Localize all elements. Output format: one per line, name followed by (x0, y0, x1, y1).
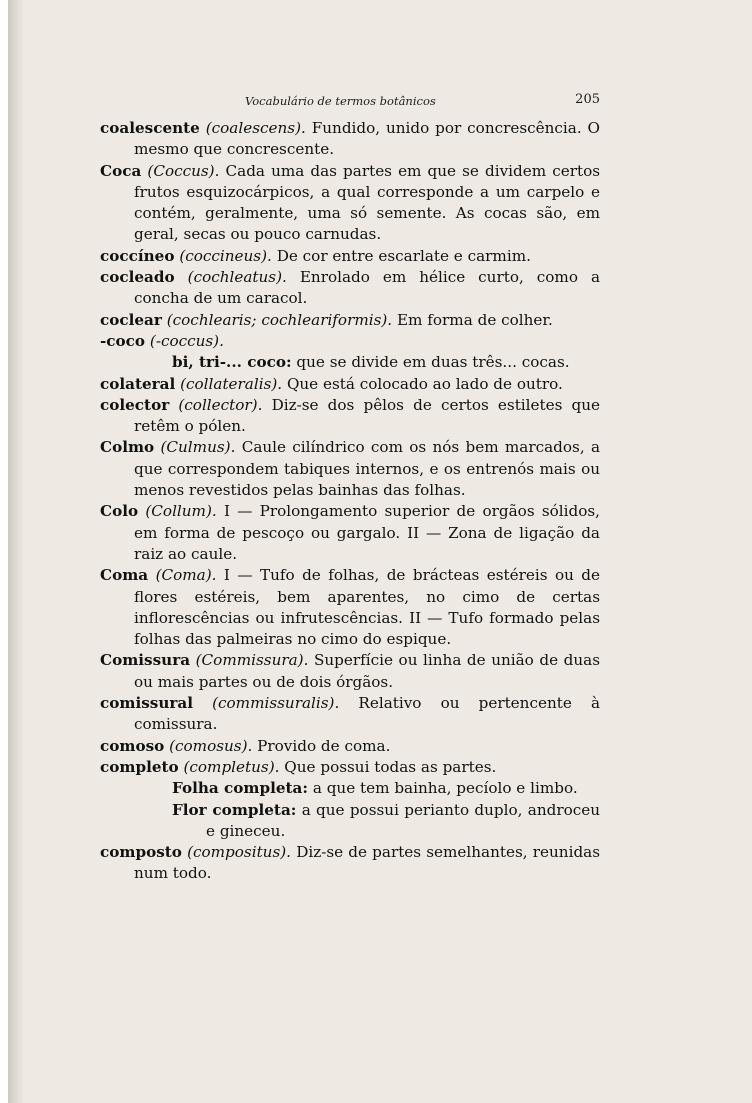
page-gutter-shadow (8, 0, 24, 1103)
definition: Fundido, unido por concrescência. O mesmo que concrescente. (134, 119, 601, 159)
latin-term: (comosus). (169, 736, 253, 755)
latin-term: (collector). (178, 395, 263, 414)
headword: comoso (100, 736, 165, 755)
headword: Coma (100, 566, 149, 585)
page-number: 205 (575, 92, 600, 107)
glossary-entry (100, 310, 600, 331)
headword: colateral (100, 374, 176, 393)
headword: Comissura (100, 651, 191, 670)
headword: Coca (100, 161, 142, 180)
glossary-subentry (100, 800, 600, 843)
headword: cocleado (100, 268, 175, 287)
definition: I — Tufo de folhas, de brácteas estéreis ou de flores estéreis, bem aparentes, no cimo de certas inflorescências ou infrutescências. II — Tufo formado pelas folhas das palmeiras no cimo do espique. (134, 566, 601, 649)
definition: Enrolado em hélice curto, como a concha de um caracol. (134, 268, 601, 308)
latin-term: (collateralis). (180, 374, 283, 393)
glossary-entry (100, 842, 600, 885)
headword: coccíneo (100, 246, 175, 265)
glossary-entry (100, 331, 600, 352)
glossary-entry (100, 501, 600, 565)
glossary-subentry (100, 352, 600, 373)
headword: Colmo (100, 438, 155, 457)
glossary-entry (100, 374, 600, 395)
headword: comissural (100, 694, 193, 713)
definition: Caule cilíndrico com os nós bem marcados, a que correspondem tabiques internos, e os entrenós mais ou menos revestidos pelas bainhas das folhas. (134, 438, 601, 500)
glossary-entry (100, 161, 600, 246)
latin-term: (coalescens). (205, 119, 306, 137)
headword: coclear (100, 310, 162, 329)
glossary-entry (100, 118, 600, 161)
definition: I — Prolongamento superior de orgãos sólidos, em forma de pescoço ou gargalo. II — Zona de ligação da raiz ao caule. (134, 502, 601, 563)
subentry-definition: a que possui perianto duplo, androceu e gineceu. (206, 800, 601, 840)
glossary-entry (100, 267, 600, 310)
headword: colector (100, 395, 170, 414)
latin-term: (Collum). (145, 502, 217, 521)
running-title: Vocabulário de termos botânicos (245, 94, 436, 108)
definition: Em forma de colher. (396, 310, 553, 329)
glossary-entry (100, 565, 600, 650)
subentry-definition: que se divide em duas três... cocas. (296, 353, 570, 372)
latin-term: (completus). (183, 757, 280, 776)
latin-term: (Commissura). (195, 651, 309, 670)
definition: Diz-se de partes semelhantes, reunidas num todo. (134, 843, 601, 883)
subentry-term: Flor completa: (172, 800, 297, 819)
subentry-definition: a que tem bainha, pecíolo e limbo. (312, 779, 578, 798)
latin-term: (coccineus). (179, 246, 272, 265)
glossary-entry (100, 650, 600, 693)
latin-term: (-coccus). (149, 331, 224, 350)
definition: Diz-se dos pêlos de certos estiletes que retêm o pólen. (134, 395, 601, 436)
glossary-entry (100, 693, 600, 736)
definition: Que está colocado ao lado de outro. (286, 374, 563, 393)
subentry-term: Folha completa: (172, 779, 308, 798)
glossary-body (100, 118, 600, 885)
definition: Cada uma das partes em que se dividem certos frutos esquizocárpicos, a qual corresponde a um carpelo e contém, geralmente, uma só semente. As cocas são, em geral, secas ou pouco carnudas. (134, 161, 601, 244)
definition: Provido de coma. (257, 736, 391, 755)
glossary-entry (100, 437, 600, 501)
headword: Colo (100, 502, 139, 521)
latin-term: (cochlearis; cochleariformis). (166, 310, 393, 329)
definition: Que possui todas as partes. (284, 757, 497, 776)
latin-term: (compositus). (187, 843, 292, 862)
definition: Relativo ou pertencente à comissura. (134, 694, 600, 734)
latin-term: (Culmus). (160, 438, 236, 457)
definition: De cor entre escarlate e carmim. (276, 246, 531, 265)
glossary-entry (100, 395, 600, 438)
headword: composto (100, 843, 182, 862)
headword: completo (100, 757, 179, 776)
definition: Superfície ou linha de união de duas ou mais partes ou de dois órgãos. (134, 651, 601, 691)
page-header (100, 92, 600, 112)
glossary-entry (100, 246, 600, 267)
latin-term: (Coma). (155, 566, 217, 585)
latin-term: (commissuralis). (212, 694, 340, 713)
glossary-entry (100, 736, 600, 757)
latin-term: (cochleatus). (187, 268, 287, 287)
glossary-entry (100, 757, 600, 778)
glossary-subentry (100, 778, 600, 799)
headword: -coco (100, 331, 146, 350)
subentry-term: bi, tri-... coco: (172, 353, 292, 372)
headword: coalescente (100, 119, 200, 137)
latin-term: (Coccus). (147, 161, 220, 180)
